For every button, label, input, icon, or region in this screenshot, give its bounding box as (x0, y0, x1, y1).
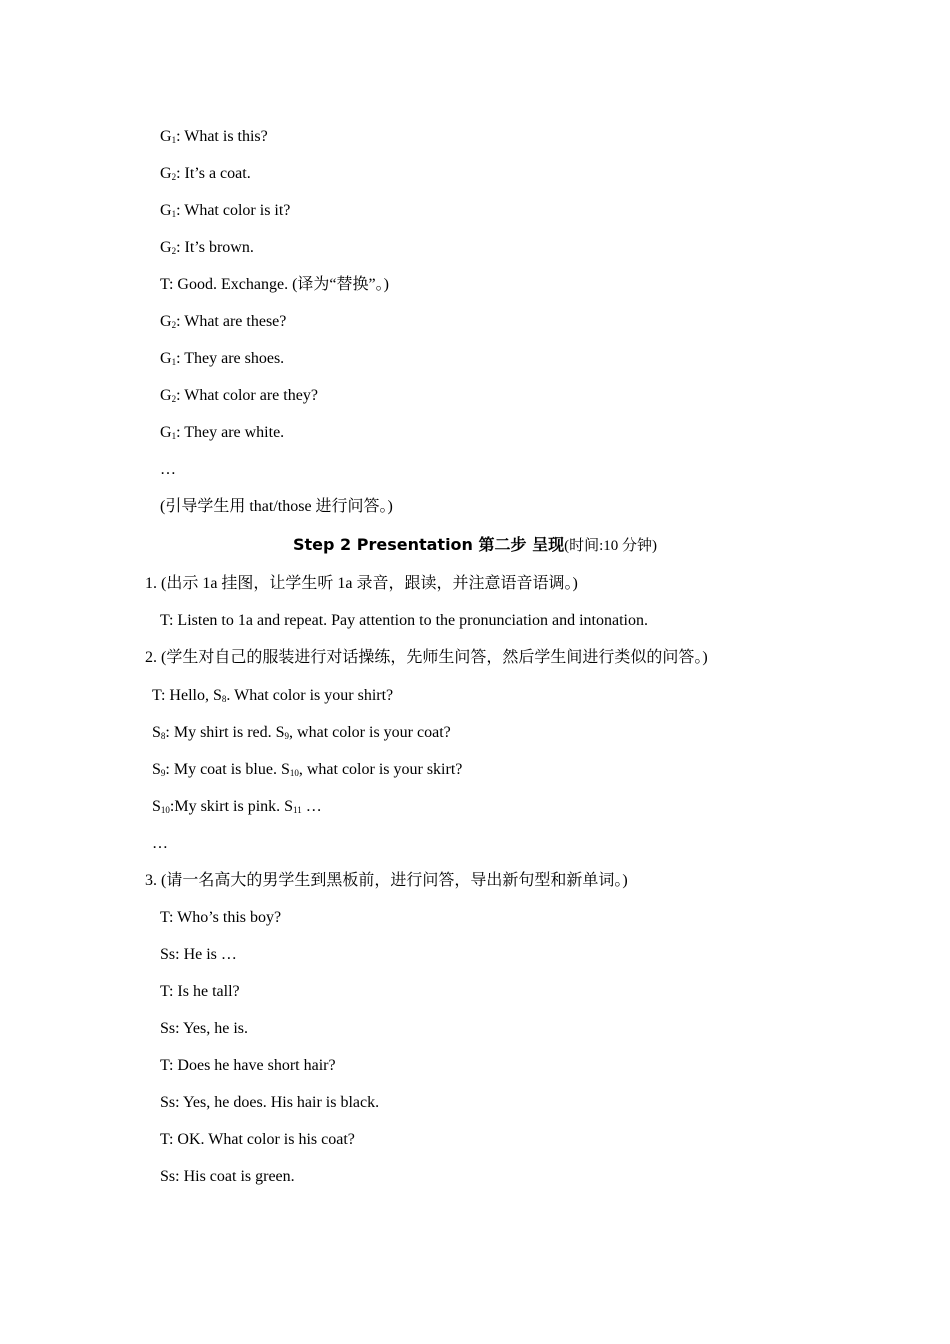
step-title: Step 2 Presentation 第二步 呈现 (292, 535, 565, 554)
dialogue-line: Ss: His coat is green. (160, 1168, 295, 1185)
dialogue-line: T: Does he have short hair? (160, 1057, 336, 1074)
dialogue-line: $S_9$: My coat is blue. $S_{10}$, what color is your skirt? (152, 761, 463, 778)
dialogue-line: $G_1$: They are white. (160, 424, 285, 441)
instruction-2: 2. (学生对自己的服装进行对话操练，先师生问答，然后学生间进行类似的问答。) (145, 649, 708, 666)
teacher-note: (引导学生用 that/those 进行问答。) (160, 498, 393, 515)
ellipsis: … (152, 835, 168, 852)
instruction-3: 3. (请一名高大的男学生到黑板前，进行问答，导出新句型和新单词。) (145, 872, 628, 889)
ellipsis: … (160, 461, 176, 478)
dialogue-line: $G_2$: What are these? (160, 313, 287, 330)
dialogue-line: $S_8$: My shirt is red. $S_9$, what color is your coat? (152, 724, 451, 741)
instruction-1: 1. (出示 1a 挂图，让学生听 1a 录音，跟读，并注意语音语调。) (145, 575, 578, 592)
step-time: (时间:10 分钟) (564, 538, 657, 554)
dialogue-line: T: Is he tall? (160, 983, 240, 1000)
dialogue-line: T: Who’s this boy? (160, 909, 282, 926)
dialogue-line: $G_1$: What is this? (160, 128, 268, 145)
dialogue-line: Ss: Yes, he is. (160, 1020, 249, 1037)
dialogue-line: T: OK. What color is his coat? (160, 1131, 355, 1148)
dialogue-line: $G_2$: It’s brown. (160, 239, 254, 256)
dialogue-line: $S_{10}:My$ skirt is pink. $S_{11}$ … (152, 798, 322, 815)
dialogue-line: $G_1$: They are shoes. (160, 350, 285, 367)
dialogue-line: $G_1$: What color is it? (160, 202, 291, 219)
dialogue-line: Ss: Yes, he does. His hair is black. (160, 1094, 380, 1111)
dialogue-line: Ss: He is … (160, 946, 237, 963)
dialogue-line: T: Good. Exchange. (译为“替换”。) (160, 276, 389, 293)
dialogue-line: T: Hello, $S_8$. What color is your shirt? (152, 687, 394, 704)
dialogue-line: $G_2$: What color are they? (160, 387, 318, 404)
dialogue-line: $G_2$: It’s a coat. (160, 165, 251, 182)
dialogue-line: T: Listen to 1a and repeat. Pay attention to the pronunciation and intonation. (160, 612, 648, 629)
step-heading (0, 535, 950, 556)
